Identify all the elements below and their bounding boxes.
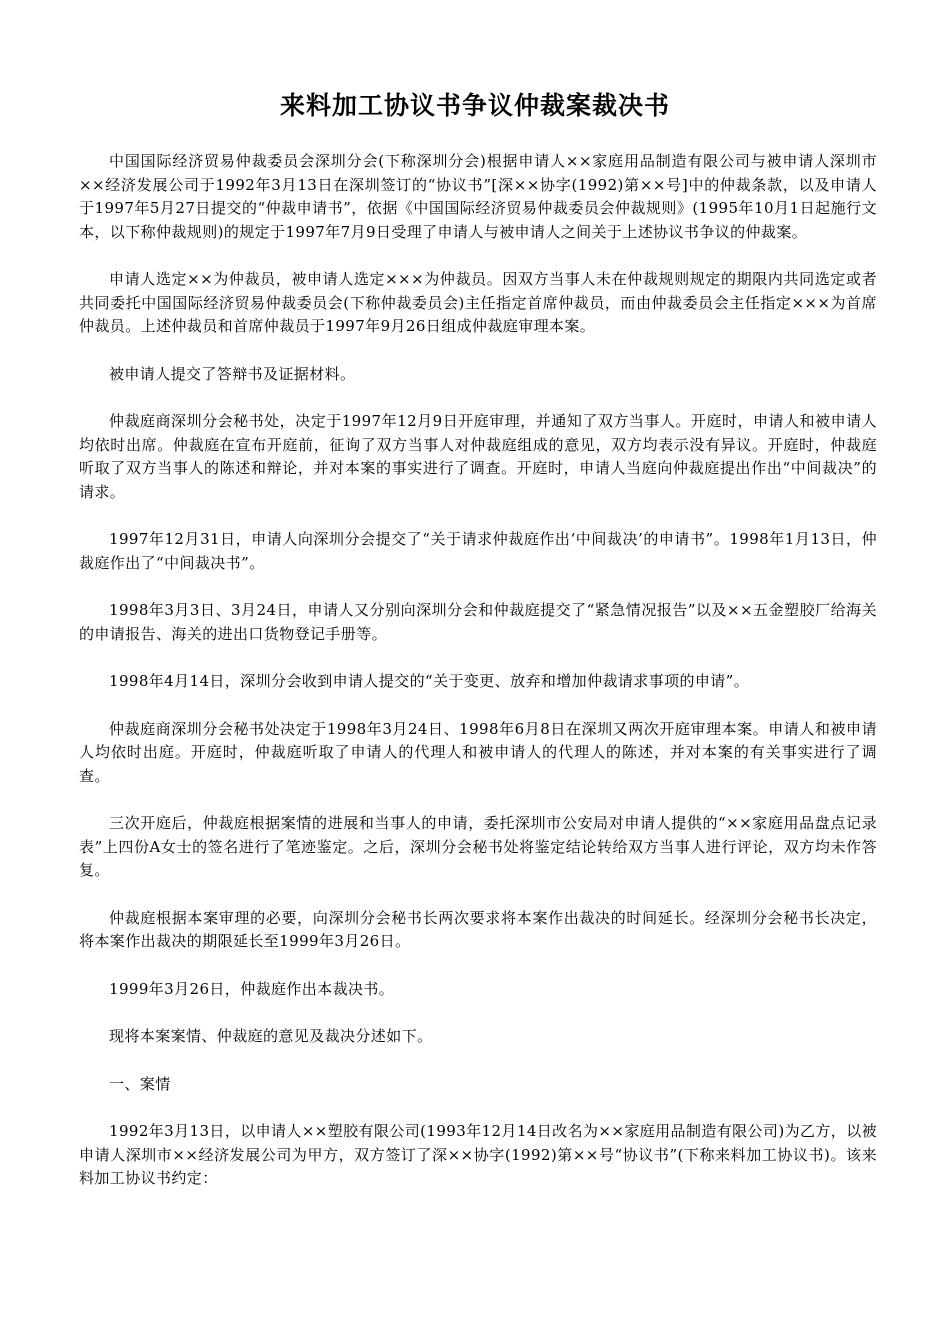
paragraph-agreement-signing: 1992年3月13日，以申请人××塑胶有限公司(1993年12月14日改名为××家庭用品制造有限公司)为乙方，以被申请人深圳市××经济发展公司为甲方，双方签订了深××协字(1992)第××号“协议书”(下称来料加工协议书)。该来料加工协议书约定： <box>79 1122 877 1187</box>
paragraph-first-hearing: 仲裁庭商深圳分会秘书处，决定于1997年12月9日开庭审理，并通知了双方当事人。开庭时，申请人和被申请人均依时出席。仲裁庭在宣布开庭前，征询了双方当事人对仲裁庭组成的意见，双方均表示没有异议。开庭时，仲裁庭听取了双方当事人的陈述和辩论，并对本案的事实进行了调查。开庭时，申请人当庭向仲裁庭提出作出“中间裁决”的请求。 <box>79 412 877 501</box>
paragraph-intro-statement: 现将本案案情、仲裁庭的意见及裁决分述如下。 <box>109 1027 433 1045</box>
paragraph-claim-change: 1998年4月14日，深圳分会收到申请人提交的“关于变更、放弃和增加仲裁请求事项的申请”。 <box>109 672 750 690</box>
paragraph-case-acceptance: 中国国际经济贸易仲裁委员会深圳分会(下称深圳分会)根据申请人××家庭用品制造有限公司与被申请人深圳市××经济发展公司于1992年3月13日在深圳签订的“协议书”[深××协字(1992)第××号]中的仲裁条款，以及申请人于1997年5月27日提交的“仲裁申请书”，依据《中国国际经济贸易仲裁委员会仲裁规则》(1995年10月1日起施行文本，以下称仲裁规则)的规定于1997年7月9日受理了申请人与被申请人之间关于上述协议书争议的仲裁案。 <box>79 152 877 241</box>
document-title: 来料加工协议书争议仲裁案裁决书 <box>279 91 670 120</box>
paragraph-arbitrator-selection: 申请人选定××为仲裁员，被申请人选定×××为仲裁员。因双方当事人未在仲裁规则规定的期限内共同选定或者共同委托中国国际经济贸易仲裁委员会(下称仲裁委员会)主任指定首席仲裁员，而由仲裁委员会主任指定×××为首席仲裁员。上述仲裁员和首席仲裁员于1997年9月26日组成仲裁庭审理本案。 <box>79 270 877 335</box>
paragraph-further-hearings: 仲裁庭商深圳分会秘书处决定于1998年3月24日、1998年6月8日在深圳又两次开庭审理本案。申请人和被申请人均依时出庭。开庭时，仲裁庭听取了申请人的代理人和被申请人的代理人的陈述，并对本案的有关事实进行了调查。 <box>79 719 877 785</box>
paragraph-deadline-extension: 仲裁庭根据本案审理的必要，向深圳分会秘书长两次要求将本案作出裁决的时间延长。经深圳分会秘书长决定，将本案作出裁决的期限延长至1999年3月26日。 <box>79 908 877 950</box>
paragraph-defense-submission: 被申请人提交了答辩书及证据材料。 <box>109 364 356 383</box>
paragraph-interim-award: 1997年12月31日，申请人向深圳分会提交了“关于请求仲裁庭作出‘中间裁决’的申请书”。1998年1月13日，仲裁庭作出了“中间裁决书”。 <box>79 530 877 572</box>
paragraph-award-date: 1999年3月26日，仲裁庭作出本裁决书。 <box>109 979 395 998</box>
paragraph-handwriting-appraisal: 三次开庭后，仲裁庭根据案情的进展和当事人的申请，委托深圳市公安局对申请人提供的“××家庭用品盘点记录表”上四份A女士的签名进行了笔迹鉴定。之后，深圳分会秘书处将鉴定结论转给双方当事人进行评论，双方均未作答复。 <box>79 814 877 879</box>
document-body <box>79 150 877 1215</box>
section-heading-case-facts: 一、案情 <box>109 1074 171 1093</box>
paragraph-emergency-report: 1998年3月3日、3月24日，申请人又分别向深圳分会和仲裁庭提交了“紧急情况报告”以及××五金塑胶厂给海关的申请报告、海关的进出口货物登记手册等。 <box>79 601 877 643</box>
